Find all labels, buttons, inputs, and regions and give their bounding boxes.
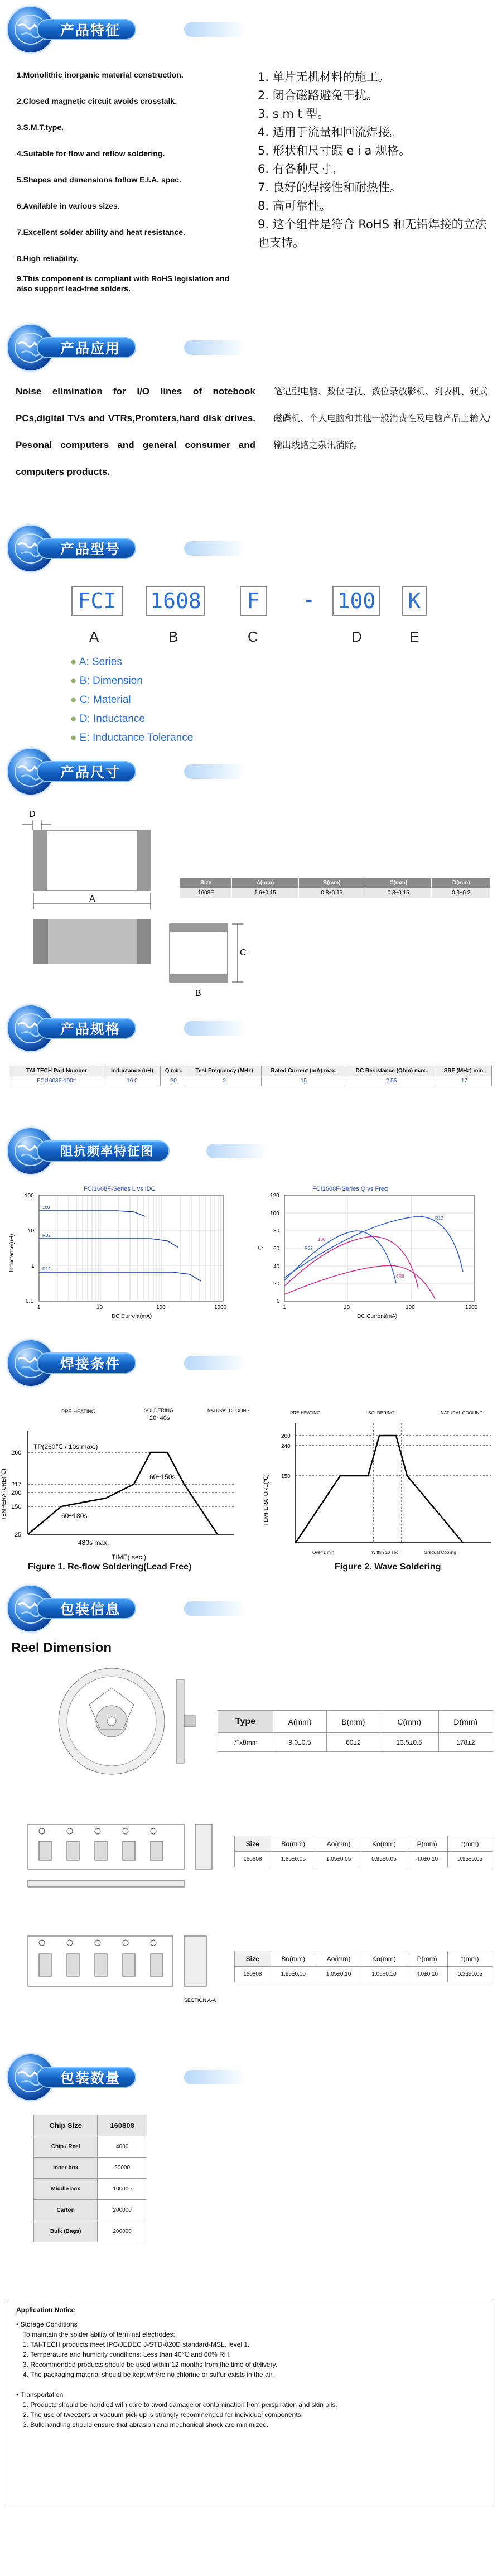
legend-d: ● D: Inductance xyxy=(70,713,146,725)
fig1-ylabel: TEMPERATURE(℃) xyxy=(1,1468,7,1520)
curve-label: 6R8 xyxy=(396,1274,404,1279)
part-box-c: F xyxy=(240,586,267,616)
impedance-title: 阻抗频率特征图 xyxy=(37,1140,170,1162)
table-row xyxy=(34,2179,147,2200)
table-header: Ko(mm) xyxy=(361,1951,407,1967)
part-letters xyxy=(0,628,502,645)
table-cell: 30 xyxy=(160,1076,187,1086)
dim-label-b: B xyxy=(195,989,201,998)
features-section xyxy=(0,0,502,318)
features-banner xyxy=(0,0,502,59)
fig2-caption: Figure 2. Wave Soldering xyxy=(335,1562,441,1572)
table-cell: Bulk (Bags) xyxy=(34,2221,98,2242)
transport-line-1: 1. Products should be handled with care to avoid damage or contamination from perspiration and skin oils. xyxy=(23,2401,337,2409)
reflow-chart xyxy=(0,1392,250,1571)
part-box-a: FCI xyxy=(71,586,123,616)
table-cell: 15 xyxy=(262,1076,346,1086)
application-banner xyxy=(0,318,502,377)
table-cell: 100000 xyxy=(98,2179,147,2200)
quantity-title: 包装数量 xyxy=(37,2067,136,2088)
y-tick: 60 xyxy=(273,1246,280,1252)
table-row xyxy=(235,1852,493,1867)
quantity-banner xyxy=(0,2048,502,2106)
fig2-soldering: SOLDERING xyxy=(368,1410,395,1415)
curve-label: R12 xyxy=(435,1216,443,1221)
table-header: D(mm) xyxy=(432,878,491,888)
features-cn-list xyxy=(258,68,492,252)
fig2-x3: Gradual Cooling xyxy=(424,1550,456,1555)
dim-label-a: A xyxy=(89,894,95,904)
table-header-row xyxy=(9,1066,492,1076)
package-banner xyxy=(0,1579,502,1638)
table-header: Test Frequency (MHz) xyxy=(187,1066,262,1076)
fig1-peak: TP(260℃ / 10s max.) xyxy=(33,1443,98,1451)
letter-a: A xyxy=(89,628,99,645)
feature-cn-7: 7. 良好的焊接性和耐热性。 xyxy=(258,181,402,194)
feature-en-9: 9.This component is compliant with RoHS legislation and also support lead-free solders. xyxy=(17,274,230,293)
table-cell: 200000 xyxy=(98,2221,147,2242)
part-number-section xyxy=(0,519,502,742)
table-header: C(mm) xyxy=(365,878,432,888)
quantity-section xyxy=(0,2048,502,2293)
table-header-row xyxy=(235,1836,493,1852)
reel-drawing xyxy=(45,1663,234,1791)
x-tick: 100 xyxy=(406,1304,415,1311)
letter-b: B xyxy=(168,628,178,645)
table-row xyxy=(34,2221,147,2242)
dimension-table xyxy=(180,878,491,898)
temp-tick: 217 xyxy=(11,1481,22,1488)
table-header: Inductance (uH) xyxy=(104,1066,161,1076)
chart2-xlabel: DC Current(mA) xyxy=(357,1313,398,1320)
table-header: Bo(mm) xyxy=(271,1951,316,1967)
table-header: P(mm) xyxy=(407,1836,447,1852)
chart1-title: FCI1608F-Series L vs IDC xyxy=(84,1186,156,1192)
table-cell: 178±2 xyxy=(438,1733,493,1752)
table-cell: 20000 xyxy=(98,2158,147,2179)
feature-cn-6: 6. 有各种尺寸。 xyxy=(258,162,343,176)
table-cell: 2 xyxy=(187,1076,262,1086)
temp-tick: 150 xyxy=(11,1504,22,1510)
curve-label: 100 xyxy=(42,1205,50,1210)
table-header: Rated Current (mA) max. xyxy=(262,1066,346,1076)
package-section xyxy=(0,1579,502,2048)
table-row xyxy=(34,2136,147,2158)
reflow-profile xyxy=(28,1452,218,1534)
q-chart xyxy=(251,1183,496,1328)
spec-table xyxy=(9,1066,492,1086)
x-tick: 1000 xyxy=(214,1304,227,1311)
fig1-caption: Figure 1. Re-flow Soldering(Lead Free) xyxy=(28,1562,192,1572)
table-cell: Middle box xyxy=(34,2179,98,2200)
chart1-ylabel: Inductance(uH) xyxy=(9,1234,15,1272)
x-tick: 1000 xyxy=(465,1304,478,1311)
tape-table-1 xyxy=(234,1836,493,1867)
temp-tick: 150 xyxy=(281,1474,291,1480)
table-cell: 160808 xyxy=(98,2115,147,2136)
temp-tick: 25 xyxy=(15,1532,22,1538)
feature-en-1: 1.Monolithic inorganic material construction. xyxy=(17,70,184,79)
feature-en-3: 3.S.M.T.type. xyxy=(17,123,64,132)
dim-label-c: C xyxy=(240,948,247,957)
table-header: P(mm) xyxy=(407,1951,447,1967)
curve-label: 100 xyxy=(318,1237,326,1242)
table-header: Ko(mm) xyxy=(361,1836,407,1852)
fig1-time3: 60~180s xyxy=(61,1512,88,1520)
section-label: SECTION A-A xyxy=(184,1997,216,2003)
table-cell: 0.3±0.2 xyxy=(432,888,491,898)
part-legend xyxy=(70,653,193,748)
feature-en-2: 2.Closed magnetic circuit avoids crosstalk. xyxy=(17,97,177,105)
table-row xyxy=(235,1967,493,1982)
table-cell: 0.8±0.15 xyxy=(365,888,432,898)
table-cell: 1.85±0.05 xyxy=(271,1852,316,1867)
fig1-soldering: SOLDERING xyxy=(144,1408,174,1413)
wave-profile xyxy=(296,1436,463,1543)
fig2-x2: Within 10 sec xyxy=(371,1550,399,1555)
feature-en-4: 4.Suitable for flow and reflow soldering. xyxy=(17,149,165,158)
fig2-preheat: PRE-HEATING xyxy=(290,1410,321,1415)
fig1-time1: 20~40s xyxy=(149,1415,170,1422)
fig1-xlabel: TIME( sec.) xyxy=(112,1553,146,1561)
y-tick: 20 xyxy=(273,1281,280,1287)
part-box-e: K xyxy=(402,586,427,616)
table-cell: Chip Size xyxy=(34,2115,98,2136)
chart2-title: FCI1608F-Series Q vs Freq xyxy=(312,1186,388,1192)
x-tick: 10 xyxy=(96,1304,103,1311)
table-header: Q min. xyxy=(160,1066,187,1076)
table-cell: 200000 xyxy=(98,2200,147,2221)
feature-cn-8: 8. 高可靠性。 xyxy=(258,199,331,213)
part-number-title: 产品型号 xyxy=(37,538,136,559)
legend-c: ● C: Material xyxy=(70,694,131,706)
application-title: 产品应用 xyxy=(37,337,136,358)
table-header: Size xyxy=(180,878,232,888)
soldering-banner xyxy=(0,1333,502,1392)
soldering-section xyxy=(0,1333,502,1579)
table-cell: 0.23±0.05 xyxy=(447,1967,493,1982)
y-tick: 10 xyxy=(28,1228,35,1234)
table-cell: 13.5±0.5 xyxy=(380,1733,438,1752)
table-cell: 17 xyxy=(437,1076,491,1086)
impedance-banner xyxy=(0,1121,502,1180)
table-cell: 1.95±0.10 xyxy=(271,1967,316,1982)
fig1-natural: NATURAL COOLING xyxy=(207,1408,250,1413)
package-title: 包装信息 xyxy=(37,1598,136,1619)
y-tick: 80 xyxy=(273,1228,280,1234)
table-header-row xyxy=(180,878,491,888)
fig1-time4: 480s max. xyxy=(78,1539,109,1547)
table-cell: 0.95±0.05 xyxy=(361,1852,407,1867)
application-section xyxy=(0,318,502,519)
fig2-x1: Over 1 min xyxy=(312,1550,335,1555)
fig1-preheat: PRE-HEATING xyxy=(61,1409,95,1414)
reel-title: Reel Dimension xyxy=(11,1640,112,1655)
inductance-chart xyxy=(6,1183,240,1328)
y-tick: 100 xyxy=(25,1193,34,1199)
table-header: Size xyxy=(235,1951,271,1967)
features-en-list xyxy=(17,66,251,293)
spec-title: 产品规格 xyxy=(37,1018,136,1039)
table-header: Ao(mm) xyxy=(316,1836,361,1852)
table-header: B(mm) xyxy=(326,1711,380,1733)
x-tick: 1 xyxy=(37,1304,41,1311)
table-cell: 7"x8mm xyxy=(218,1733,273,1752)
soldering-title: 焊接条件 xyxy=(37,1352,136,1374)
letter-d: D xyxy=(351,628,362,645)
feature-en-5: 5.Shapes and dimensions follow E.I.A. spec. xyxy=(17,175,181,184)
legend-b: ● B: Dimension xyxy=(70,675,143,687)
table-row xyxy=(34,2115,147,2136)
table-cell: 0.8±0.15 xyxy=(298,888,365,898)
table-header: C(mm) xyxy=(380,1711,438,1733)
temp-tick: 260 xyxy=(281,1433,291,1439)
transport-line-3: 3. Bulk handling should ensure that abrasion and mechanical shock are minimized. xyxy=(23,2421,269,2429)
fig2-ylabel: TEMPERATURE(℃) xyxy=(263,1474,269,1526)
table-header: TAI-TECH Part Number xyxy=(9,1066,104,1076)
transport-heading: • Transportation xyxy=(16,2391,64,2399)
table-cell: 1.6±0.15 xyxy=(232,888,298,898)
feature-cn-9: 9. 这个组件是符合 RoHS 和无铅焊接的立法也支持。 xyxy=(258,218,487,249)
table-row xyxy=(34,2158,147,2179)
table-cell: 1.05±0.10 xyxy=(316,1967,361,1982)
fig1-time2: 60~150s xyxy=(149,1473,176,1481)
temp-tick: 260 xyxy=(11,1450,22,1456)
notice-title: Application Notice xyxy=(16,2306,75,2314)
table-cell: 4.0±0.10 xyxy=(407,1967,447,1982)
table-cell: 4000 xyxy=(98,2136,147,2158)
storage-heading: • Storage Conditions xyxy=(16,2320,78,2328)
table-header: A(mm) xyxy=(273,1711,326,1733)
table-cell: 1.05±0.05 xyxy=(316,1852,361,1867)
table-cell: 160808 xyxy=(235,1852,271,1867)
dimension-section xyxy=(0,742,502,999)
tape-drawing-2 xyxy=(17,1919,229,2020)
transport-line-2: 2. The use of tweezers or vacuum pick up is strongly recommended for individual components. xyxy=(23,2411,303,2419)
quantity-table xyxy=(33,2115,147,2242)
x-tick: 1 xyxy=(283,1304,286,1311)
reel-table xyxy=(218,1710,493,1752)
table-cell: 160808 xyxy=(235,1967,271,1982)
fig2-natural: NATURAL COOLING xyxy=(441,1410,483,1415)
table-row xyxy=(218,1733,493,1752)
feature-en-7: 7.Excellent solder ability and heat resistance. xyxy=(17,228,185,237)
table-header: t(mm) xyxy=(447,1836,493,1852)
table-row xyxy=(180,888,491,898)
feature-en-8: 8.High reliability. xyxy=(17,254,79,263)
part-code-row xyxy=(0,586,502,619)
y-tick: 0 xyxy=(277,1298,280,1304)
x-tick: 10 xyxy=(344,1304,350,1311)
spec-section xyxy=(0,999,502,1121)
notice-box xyxy=(8,2299,494,2505)
features-title: 产品特征 xyxy=(37,19,136,40)
application-cn: 笔记型电脑、数位电视、数位录放影机、列表机、硬式磁碟机、个人电脑和其他一般消费性及电脑产品上输入/输出线路之杂讯消除。 xyxy=(273,386,491,450)
notice-section xyxy=(0,2293,502,2517)
table-header: t(mm) xyxy=(447,1951,493,1967)
feature-cn-4: 4. 适用于流量和回流焊接。 xyxy=(258,126,402,139)
storage-line-3: 3. Recommended products should be used within 12 months from the time of delivery. xyxy=(23,2361,278,2368)
tape-drawing-1 xyxy=(17,1802,229,1903)
y-tick: 40 xyxy=(273,1264,280,1270)
table-cell: 2.55 xyxy=(346,1076,437,1086)
table-cell: Inner box xyxy=(34,2158,98,2179)
y-tick: 120 xyxy=(270,1193,279,1199)
curve-label: R12 xyxy=(42,1267,51,1272)
wave-chart xyxy=(257,1392,502,1571)
table-cell: 10.0 xyxy=(104,1076,161,1086)
tape-table-2 xyxy=(234,1951,493,1982)
table-cell: Chip / Reel xyxy=(34,2136,98,2158)
table-header: SRF (MHz) min. xyxy=(437,1066,491,1076)
y-tick: 100 xyxy=(270,1211,279,1217)
part-box-b: 1608 xyxy=(146,586,205,616)
impedance-section xyxy=(0,1121,502,1333)
storage-line-4: 4. The packaging material should be kept where no chlorine or sulfur exists in the air. xyxy=(23,2371,274,2378)
part-dash: - xyxy=(302,588,316,612)
table-header: D(mm) xyxy=(438,1711,493,1733)
table-cell: 1608F xyxy=(180,888,232,898)
legend-e: ● E: Inductance Tolerance xyxy=(70,732,194,744)
dimension-title: 产品尺寸 xyxy=(37,761,136,782)
y-tick: 0.1 xyxy=(26,1298,33,1304)
table-cell: 60±2 xyxy=(326,1733,380,1752)
table-cell: 4.0±0.10 xyxy=(407,1852,447,1867)
feature-cn-2: 2. 闭合磁路避免干扰。 xyxy=(258,89,378,102)
curve-label: R82 xyxy=(305,1246,313,1251)
table-cell: 1.05±0.10 xyxy=(361,1967,407,1982)
table-row xyxy=(9,1076,492,1086)
chart1-xlabel: DC Current(mA) xyxy=(112,1313,152,1320)
storage-line-2: 2. Temperature and humidity conditions: Less than 40℃ and 60% RH. xyxy=(23,2351,231,2358)
letter-c: C xyxy=(248,628,258,645)
table-header: DC Resistance (Ohm) max. xyxy=(346,1066,437,1076)
part-number-banner xyxy=(0,519,502,577)
letter-e: E xyxy=(409,628,419,645)
dimension-banner xyxy=(0,742,502,801)
x-tick: 100 xyxy=(156,1304,166,1311)
table-header-row xyxy=(218,1711,493,1733)
y-tick: 1 xyxy=(31,1263,35,1269)
application-en: Noise elimination for I/O lines of notebook PCs,digital TVs and VTRs,Promters,hard disk drives. Pesonal computers and general consumer and computers products. xyxy=(16,386,255,477)
table-row xyxy=(34,2200,147,2221)
table-header: A(mm) xyxy=(232,878,298,888)
table-header: Ao(mm) xyxy=(316,1951,361,1967)
legend-a: ● A: Series xyxy=(70,656,122,668)
table-header: Bo(mm) xyxy=(271,1836,316,1852)
spec-banner xyxy=(0,999,502,1057)
table-cell: 9.0±0.5 xyxy=(273,1733,326,1752)
dim-label-d: D xyxy=(29,810,36,819)
table-header: Size xyxy=(235,1836,271,1852)
table-cell: 0.95±0.05 xyxy=(447,1852,493,1867)
curve-label: R82 xyxy=(42,1233,51,1238)
temp-tick: 200 xyxy=(11,1490,22,1496)
temp-tick: 240 xyxy=(281,1443,291,1450)
table-header-row xyxy=(235,1951,493,1967)
feature-cn-5: 5. 形状和尺寸跟 e i a 规格。 xyxy=(258,144,411,157)
chart2-ylabel: Q xyxy=(258,1245,264,1250)
storage-intro: To maintain the solder ability of terminal electrodes: xyxy=(23,2331,175,2338)
feature-en-6: 6.Available in various sizes. xyxy=(17,201,120,210)
feature-cn-1: 1. 单片无机材料的施工。 xyxy=(258,70,390,84)
table-header: Type xyxy=(218,1711,273,1733)
feature-cn-3: 3. s m t 型。 xyxy=(258,107,330,121)
table-cell: Carton xyxy=(34,2200,98,2221)
storage-line-1: 1. TAI-TECH products meet IPC/JEDEC J-STD-020D standard-MSL, level 1. xyxy=(23,2341,250,2348)
table-cell: FCI1608F-100□ xyxy=(9,1076,104,1086)
table-header: B(mm) xyxy=(298,878,365,888)
part-box-d: 100 xyxy=(332,586,380,616)
